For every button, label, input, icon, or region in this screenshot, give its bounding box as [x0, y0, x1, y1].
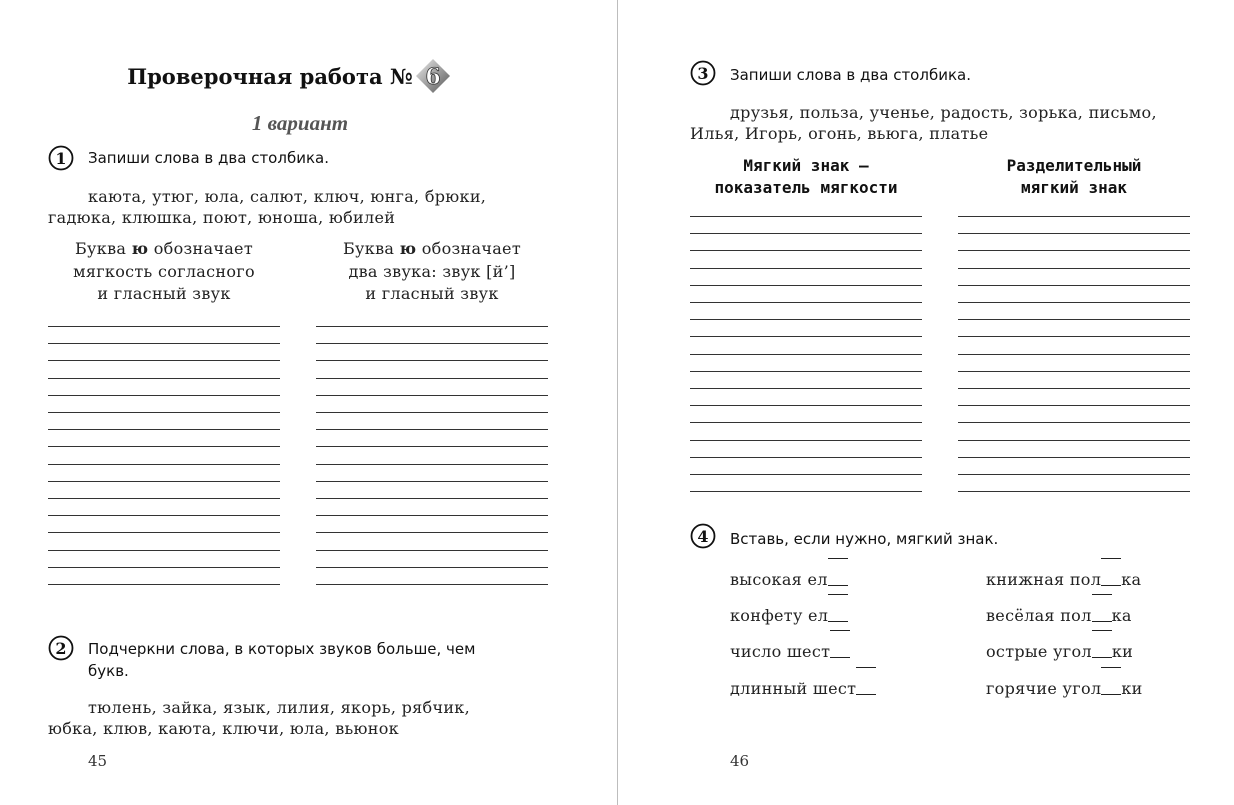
svg-text:6: 6 — [425, 64, 441, 90]
writing-line[interactable] — [48, 360, 280, 361]
task-number-4 — [690, 523, 716, 549]
writing-line[interactable] — [958, 354, 1190, 355]
task3-column1-writing-lines[interactable] — [690, 216, 922, 496]
task4-item-6: весёлая пол ка — [986, 603, 1132, 625]
writing-line[interactable] — [690, 216, 922, 217]
writing-line[interactable] — [316, 395, 548, 396]
writing-line[interactable] — [958, 371, 1190, 372]
writing-line[interactable] — [958, 440, 1190, 441]
writing-line[interactable] — [958, 302, 1190, 303]
writing-line[interactable] — [690, 285, 922, 286]
answer-gap[interactable] — [830, 639, 850, 657]
task-number-2 — [48, 635, 74, 661]
task1-column2-heading: Буква ю обозначает два звука: звук [й’] и гласный звук — [343, 239, 521, 303]
writing-line[interactable] — [958, 268, 1190, 269]
svg-text:4: 4 — [697, 527, 709, 546]
writing-line[interactable] — [690, 405, 922, 406]
variant-label: 1 вариант — [251, 111, 349, 135]
task1-column1-heading: Буква ю обозначает мягкость согласного и гласный звук — [73, 239, 255, 303]
writing-line[interactable] — [690, 422, 922, 423]
writing-line[interactable] — [958, 285, 1190, 286]
writing-line[interactable] — [48, 326, 280, 327]
writing-line[interactable] — [958, 422, 1190, 423]
writing-line[interactable] — [48, 378, 280, 379]
task-number-3 — [690, 60, 716, 86]
task4-item-2: конфету ел — [730, 603, 848, 625]
writing-line[interactable] — [958, 216, 1190, 217]
writing-line[interactable] — [958, 250, 1190, 251]
task2-instruction-line2: букв. — [88, 662, 129, 680]
writing-line[interactable] — [690, 336, 922, 337]
writing-line[interactable] — [316, 567, 548, 568]
task-number-1 — [48, 145, 74, 171]
writing-line[interactable] — [690, 371, 922, 372]
answer-gap[interactable] — [828, 567, 848, 585]
answer-gap[interactable] — [1101, 567, 1121, 585]
work-number-badge — [415, 58, 451, 94]
book-spine — [617, 0, 618, 805]
task1-instruction: Запиши слова в два столбика. — [88, 149, 329, 167]
svg-text:2: 2 — [55, 639, 67, 658]
writing-line[interactable] — [690, 233, 922, 234]
page-title: Проверочная работа № — [127, 64, 413, 89]
writing-line[interactable] — [48, 481, 280, 482]
writing-line[interactable] — [690, 302, 922, 303]
task4-item-8: горячие угол ки — [986, 676, 1143, 698]
task1-column2-writing-lines[interactable] — [316, 326, 548, 606]
writing-line[interactable] — [48, 567, 280, 568]
task3-words-line1: друзья, польза, ученье, радость, зорька, письмо, — [730, 103, 1157, 122]
writing-line[interactable] — [48, 515, 280, 516]
writing-line[interactable] — [48, 464, 280, 465]
writing-line[interactable] — [48, 343, 280, 344]
task2-instruction-line1: Подчеркни слова, в которых звуков больше, чем — [88, 640, 476, 658]
task4-item-7: острые угол ки — [986, 639, 1133, 661]
task3-column2-heading: Разделительный мягкий знак — [1006, 156, 1142, 197]
task2-words-line2: юбка, клюв, каюта, ключи, юла, вьюнок — [48, 719, 399, 738]
writing-line[interactable] — [316, 515, 548, 516]
task1-words-line2: гадюка, клюшка, поют, юноша, юбилей — [48, 208, 396, 227]
writing-line[interactable] — [958, 388, 1190, 389]
task4-instruction: Вставь, если нужно, мягкий знак. — [730, 530, 999, 548]
writing-line[interactable] — [316, 464, 548, 465]
svg-text:1: 1 — [55, 149, 67, 168]
task2-words-line1: тюлень, зайка, язык, лилия, якорь, рябчик, — [88, 698, 470, 717]
writing-line[interactable] — [48, 584, 280, 585]
task4-item-5: книжная пол ка — [986, 567, 1141, 589]
writing-line[interactable] — [316, 481, 548, 482]
task3-column2-writing-lines[interactable] — [958, 216, 1190, 496]
task3-column1-heading: Мягкий знак — показатель мягкости — [714, 156, 898, 197]
writing-line[interactable] — [316, 584, 548, 585]
writing-line[interactable] — [690, 354, 922, 355]
writing-line[interactable] — [690, 474, 922, 475]
writing-line[interactable] — [958, 405, 1190, 406]
writing-line[interactable] — [316, 360, 548, 361]
answer-gap[interactable] — [1092, 639, 1112, 657]
task1-column1-writing-lines[interactable] — [48, 326, 280, 606]
writing-line[interactable] — [958, 457, 1190, 458]
writing-line[interactable] — [48, 429, 280, 430]
writing-line[interactable] — [316, 326, 548, 327]
task4-item-1: высокая ел — [730, 567, 848, 589]
writing-line[interactable] — [958, 336, 1190, 337]
writing-line[interactable] — [48, 498, 280, 499]
writing-line[interactable] — [316, 378, 548, 379]
writing-line[interactable] — [690, 319, 922, 320]
answer-gap[interactable] — [1092, 603, 1112, 621]
writing-line[interactable] — [690, 388, 922, 389]
answer-gap[interactable] — [856, 676, 876, 694]
writing-line[interactable] — [958, 319, 1190, 320]
writing-line[interactable] — [958, 233, 1190, 234]
task3-words-line2: Илья, Игорь, огонь, вьюга, платье — [690, 124, 989, 143]
answer-gap[interactable] — [1101, 676, 1121, 694]
writing-line[interactable] — [316, 343, 548, 344]
writing-line[interactable] — [48, 550, 280, 551]
page-number-right: 46 — [730, 752, 750, 770]
answer-gap[interactable] — [828, 603, 848, 621]
task4-item-4: длинный шест — [730, 676, 876, 698]
writing-line[interactable] — [316, 429, 548, 430]
writing-line[interactable] — [958, 491, 1190, 492]
task1-words-line1: каюта, утюг, юла, салют, ключ, юнга, брюки, — [88, 187, 487, 206]
task3-instruction: Запиши слова в два столбика. — [730, 66, 971, 84]
writing-line[interactable] — [316, 412, 548, 413]
writing-line[interactable] — [48, 412, 280, 413]
writing-line[interactable] — [316, 550, 548, 551]
writing-line[interactable] — [48, 446, 280, 447]
writing-line[interactable] — [48, 532, 280, 533]
writing-line[interactable] — [690, 440, 922, 441]
writing-line[interactable] — [690, 250, 922, 251]
writing-line[interactable] — [316, 498, 548, 499]
svg-text:3: 3 — [697, 64, 709, 83]
writing-line[interactable] — [316, 532, 548, 533]
page-number-left: 45 — [88, 752, 108, 770]
writing-line[interactable] — [48, 395, 280, 396]
writing-line[interactable] — [958, 474, 1190, 475]
writing-line[interactable] — [690, 491, 922, 492]
task4-item-3: число шест — [730, 639, 850, 661]
writing-line[interactable] — [690, 268, 922, 269]
writing-line[interactable] — [690, 457, 922, 458]
writing-line[interactable] — [316, 446, 548, 447]
